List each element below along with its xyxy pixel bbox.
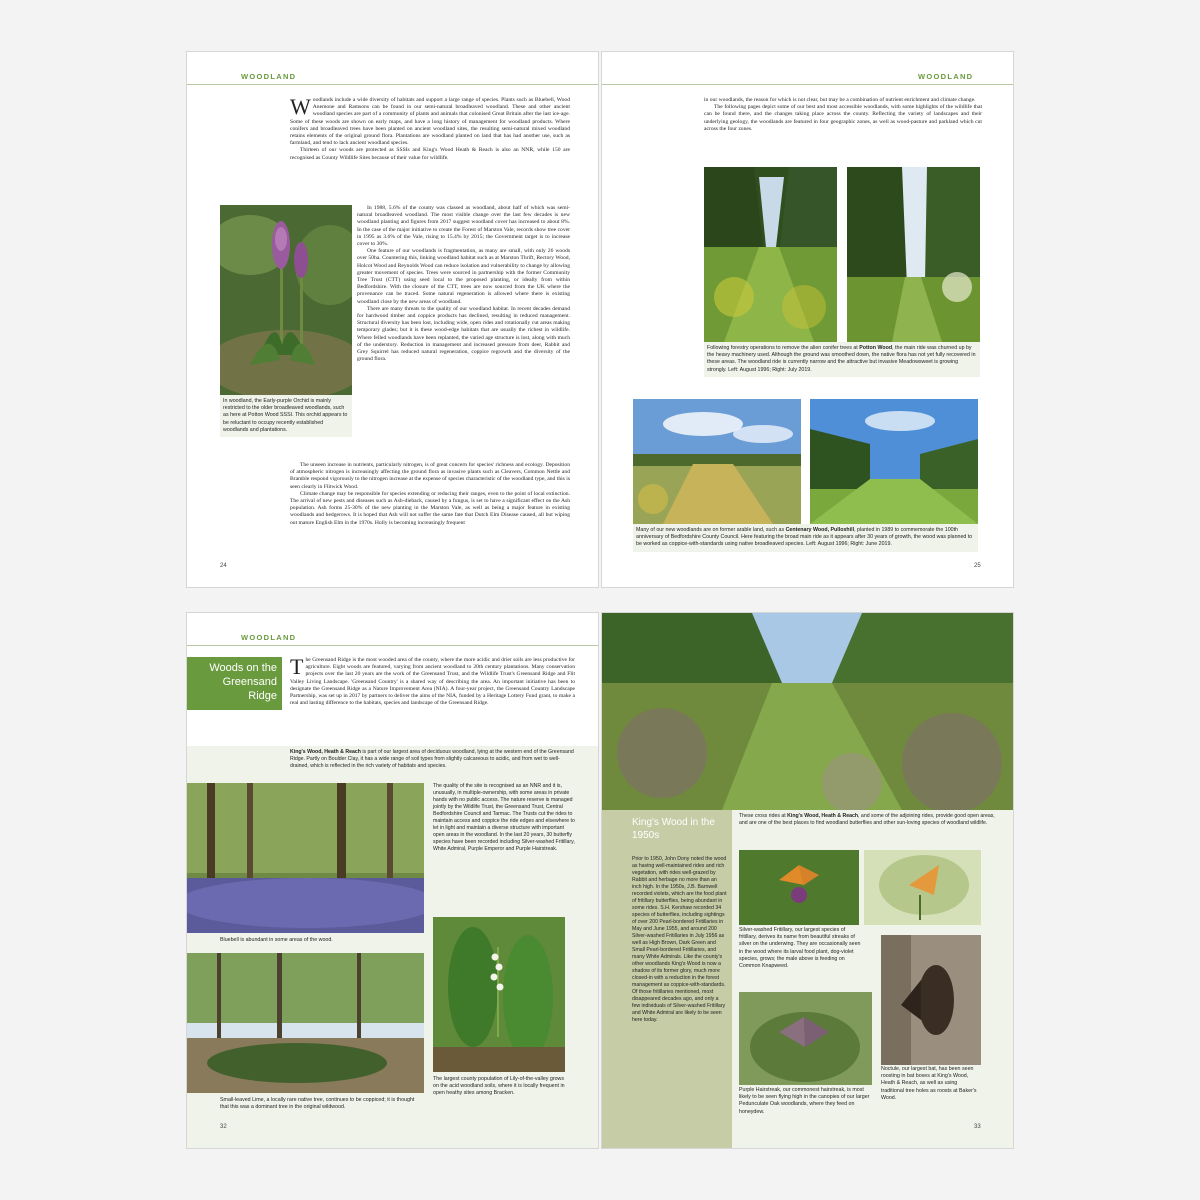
body-lower [290,462,570,527]
bluebell-photo [187,783,424,933]
running-head-rule [602,84,1013,85]
intro-text: Woodlands include a wide diversity of habitats and support a large range of species. Plants such as Bluebell, Wood Anemone and Ramsons can be found in our semi-natural broadleaved woodland. These and other ancient woodland species are part of a community of plants and animals that colonised Great Britain after the last ice-age. Some of these woods are shown on early maps, and have a long history of management for woodland products. Where conifers and broadleaved trees have been planted on ancient woodland sites, the resulting semi-natural mixed woodland retains elements of the original ground flora. Plantations are woodland planted on land that has had another use, such as farmland, and tend to lack ancient woodland species. Thirteen of our woods are protected as SSSIs and King's Wood Heath & Reach is also an NNR, while 150 are recognised as County Wildlife Sites because of their value for wildlife. [290,94,570,161]
fritillary-knapweed-photo [739,850,859,925]
centenary-wood-1996-photo [633,399,801,524]
intro-text [704,97,982,133]
drop-cap: T [290,654,304,679]
history-panel-text: Prior to 1950, John Dony noted the wood as having well-maintained rides and rich vegetation, with rides well-grazed by Rabbit and herbage no more than an inch high. In the 1950s, J.B. Barnwell recorded violets, which are the food plant of fritillary butterflies, being abundant in some rides. S.H. Kershaw recorded 34 species of butterflies, including sightings of over 200 Pearl-bordered Fritillaries in May and June 1955, and around 200 Silver-washed Fritillaries in July 1956 as well as High Brown, Dark Green and Small Pearl-bordered Fritillaries, and many White Admirals. Like the county's other woodlands King's Wood is now a shadow of its former glory, much more closed-in with a reduction in the forest management as coppice-with-standards. Of those fritillaries mentioned, most disappeared decades ago, and only a few individuals of Silver-washed Fritillary and White Admiral are likely to be seen here today. [632,856,727,1023]
paragraph: Thirteen of our woods are protected as SSSIs and King's Wood Heath & Reach is also an NNR, while 150 are recognised as County Wildlife Sites because of their value for wildlife. [290,147,570,161]
page-number: 25 [974,563,981,569]
intro-text: The Greensand Ridge is the most wooded area of the county, where the more acidic and drier soils are less productive for agriculture. Eight woods are featured, varying from ancient woodland to 20th century plantations. Many conservation projects over the last 20 years are the work of the Greensand Trust, and the Wildlife Trust's Greensand Ridge and Flit Valley Living Landscape. 'Greensand Country' is a shared way of describing the area. An important initiative has been to designate the Greensand Ridge as a Nature Improvement Area (NIA). A four-year project, the Greensand Country Landscape Partnership, was set up in 2017 by partners to deliver the aims of the NIA, funded by a Heritage Lottery Fund grant, to make a real and lasting difference to the habitats, species and landscape of the Greensand Ridge. [290,654,575,707]
orchid-illustration [220,205,352,395]
running-head: WOODLAND [241,72,297,81]
hairstreak-caption: Purple Hairstreak, our commonest hairstreak, is most likely to be seen flying high in the canopies of our larger Pedunculate Oak woodlands, where they feed on honeydew. [739,1087,870,1115]
purple-hairstreak-photo [739,992,872,1085]
rides-caption: These cross rides at King's Wood, Heath & Reach, and some of the adjoining rides, provide good open areas, and are one of the best places to find woodland butterflies and other sun-loving species of woodland wildlife. [739,813,995,826]
history-panel [602,810,732,1148]
ride-illustration [847,167,980,342]
lime-photo [187,953,424,1093]
kings-wood-body: The quality of the site is recognised as an NNR and it is, unusually, in multiple-ownership, with some areas in private hands with no public access. The nature reserve is managed jointly by the Wildlife Trust, the Greensand Trust, Central Bedfordshire Council and Tarmac. The Trusts cut the rides to maintain access and coppice the ride edges and elsewhere to let in light and maintain a diverse structure with important open areas in the woodland. In the last 20 years, 30 butterfly species have been recorded including Silver-washed Fritillary, White Admiral, Purple Emperor and Purple Hairstreak. [433,783,575,852]
field-illustration [633,399,801,524]
bluebell-caption: Bluebell is abundant in some areas of the wood. [220,937,333,943]
lily-illustration [433,917,565,1072]
paragraph: In 1988, 5.6% of the county was classed as woodland, about half of which was semi-natural broadleaved woodland. The most visible change over the last few decades is new woodland planting and figures from 2017 suggest woodland cover has increased to about 8%. In the case of the major initiative to create the Forest of Marston Vale, records show tree cover in 1995 as 3.6% of the Vale, rising to 15.4% by 2015; the Government target is to increase cover to 30%. [357,205,570,248]
lily-caption: The largest county population of Lily-of-the-valley grows on the acid woodland soils, where it is locally frequent in open heathy sites among Bracken. [433,1076,565,1097]
running-head-rule [187,84,598,85]
centenary-wood-2019-photo [810,399,978,524]
potton-wood-1996-photo [704,167,837,342]
lime-illustration [187,953,424,1093]
page-25 [602,52,1013,587]
kings-wood-ride-photo [602,613,1013,810]
centenary-caption: Many of our new woodlands are on former arable land, such as Centenary Wood, Pulloxhill, planted in 1989 to commemorate the 100th anniversary of Bedfordshire County Council. Here featuring the broad main ride as it appears after 30 years of growth, the wood was planned to be worked as coppice-with-standards using native broadleaved species. Left: August 1996; Right: June 2019. [633,524,978,552]
page-32 [187,613,598,1148]
page-number: 24 [220,563,227,569]
fritillary-caption: Silver-washed Fritillary, our largest species of fritillary, derives its name from beautiful streaks of silver on the underwing. They are occasionally seen in the wood where its larval food plant, dog-violet species, grows; the male above is feeding on Common Knapweed. [739,927,861,970]
paragraph: One feature of our woodlands is fragmentation, as many are small, with only 26 woods over 50ha. Countering this, linking woodland habitat such as at Marston Thrift, Rectory Wood, Holcot Wood and Reynolds Wood can reduce isolation and vulnerability to change by allowing greater movement of species. Trees were sourced in partnership with the former Community Tree Trust (CTT) using seed local to the proposed planting, or ideally from within Bedfordshire. With the closure of the CTT, trees are now sourced from the UK where the provenance can be traced. Some natural regeneration is allowed where there is existing woodland close by the new areas of woodland. [357,248,570,305]
page-33 [602,613,1013,1148]
running-head: WOODLAND [918,72,974,81]
paragraph: in our woodlands, the reason for which is not clear, but may be a combination of nutrient enrichment and climate change. [704,97,976,103]
butterfly-illustration [864,850,981,925]
page-24 [187,52,598,587]
potton-wood-2019-photo [847,167,980,342]
running-head-rule [187,645,598,646]
orchid-caption: In woodland, the Early-purple Orchid is mainly restricted to the older broadleaved woodlands, such as here at Potton Wood SSSI. This orchid appears to be reluctant to occupy recently established woodlands and plantations. [220,395,352,437]
noctule-caption: Noctule, our largest bat, has been seen roosting in bat boxes at King's Wood, Heath & Reach, as well as using traditional tree holes as roosts at Baker's Wood. [881,1066,977,1101]
butterfly-illustration [739,850,859,925]
section-title-box [187,657,282,710]
ride-illustration [704,167,837,342]
paragraph: The unseen increase in nutrients, particularly nitrogen, is of great concern for species' richness and ecology. Deposition of atmospheric nitrogen is increasingly affecting the ground flora as invasive plants such as Cleavers, Common Nettle and Bramble respond vigorously to the nitrogen increase at the expense of species characteristic of the woodland type, and this is seen clearly in Flitwick Wood. [290,462,570,490]
lime-caption: Small-leaved Lime, a locally rare native tree, continues to be coppiced; it is thought that this was a dominant tree in the original wildwood. [220,1097,415,1111]
bluebell-illustration [187,783,424,933]
field-illustration [810,399,978,524]
paragraph: There are many threats to the quality of our woodland habitat. In recent decades demand for hardwood timber and coppice products has declined, resulting in reduced management. Structural diversity has been lost, including wide, open rides and rotationally cut areas making temporary glades; but it is these wood-edge habitats that are usually the richest in wildlife. Where felled woodlands have been replanted, the varied age structure is lost, along with much of the understory. Reduction in management and increased pressure from deer, Rabbit and Grey Squirrel has reduced natural regeneration, coppice regrowth and the diversity of the ground flora. [357,305,570,363]
history-panel-title: King's Wood in the 1950s [632,817,715,841]
ride-illustration [602,613,1013,810]
potton-caption: Following forestry operations to remove the alien conifer trees at Potton Wood, the main ride was churned up by the heavy machinery used. Although the ground was smoothed down, the native flora has not yet fully recovered in these areas. The woodland ride is currently narrow and the attractive but invasive Meadowsweet is growing strongly. Left: August 1996; Right: July 2019. [704,342,980,377]
kings-wood-lead: King's Wood, Heath & Reach is part of our largest area of deciduous woodland, lying at the western end of the Greensand Ridge. Partly on Boulder Clay, it has a wide range of soil types from slightly calcareous to acidic, and from wet to well-drained, which is reflected in the rich variety of habitats and species. [290,749,574,769]
paragraph: Climate change may be responsible for species extending or reducing their ranges, even to the point of local extinction. The arrival of new pests and diseases such as Ash-dieback, caused by a fungus, is set to have a significant effect on the Ash population. Ash forms 25-30% of the new planting in the Marston Vale, as well as being a major feature in existing woodlands and hedgerows. It is hoped that Ash will not suffer the same fate that Dutch Elm Disease caused, all but wiping out mature English Elm in the 1970s. Holly is becoming increasingly frequent [290,490,570,526]
lily-photo [433,917,565,1072]
body-column [357,205,570,363]
bat-illustration [881,935,981,1065]
butterfly-illustration [739,992,872,1085]
paragraph: The following pages depict some of our best and most accessible woodlands, with some highlights of the wildlife that can be found there, and the changes taking place across the county. Reflecting the variety of landscapes and their underlying geology, the woodlands are featured in four geographic zones, as well as wood-pasture and parkland which cut across the four zones. [704,104,982,132]
orchid-photo [220,205,352,395]
running-head: WOODLAND [241,633,297,642]
page-number: 33 [974,1124,981,1130]
noctule-photo [881,935,981,1065]
drop-cap: W [290,94,311,119]
section-title: Woods on the Greensand Ridge [209,662,277,702]
page-number: 32 [220,1124,227,1130]
fritillary-side-photo [864,850,981,925]
